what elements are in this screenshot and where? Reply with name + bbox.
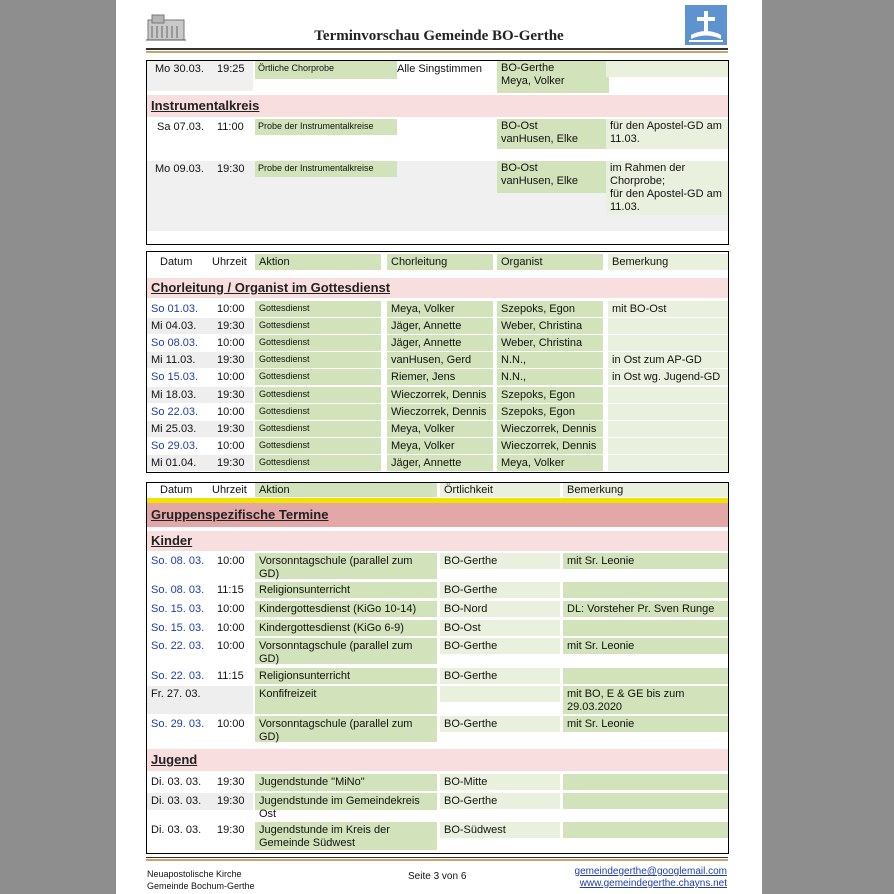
action-cell: Örtliche Chorprobe xyxy=(255,61,397,79)
date-cell: Mo 09.03. xyxy=(155,163,204,175)
choir-leader-cell: vanHusen, Gerd xyxy=(387,352,493,368)
column-header-bemerkung: Bemerkung xyxy=(563,483,728,497)
action-cell: Jugendstunde im Gemeindekreis Ost xyxy=(255,793,437,810)
column-header-datum: Datum xyxy=(160,256,193,268)
time-cell: 10:00 xyxy=(217,371,245,384)
header-rule xyxy=(146,48,728,50)
note-cell: mit Sr. Leonie xyxy=(563,638,728,654)
choir-leader-cell: Riemer, Jens xyxy=(387,369,493,385)
note-cell: in Ost zum AP-GD xyxy=(608,352,728,368)
date-cell: Mi 11.03. xyxy=(151,354,196,367)
date-cell: So. 08. 03. xyxy=(151,555,205,567)
action-cell: Vorsonntagschule (parallel zum GD) xyxy=(255,716,437,742)
place-cell: BO-Gerthe xyxy=(440,793,560,809)
document-title: Terminvorschau Gemeinde BO-Gerthe xyxy=(314,28,564,44)
time-cell: 10:00 xyxy=(217,555,245,567)
time-cell: 19:30 xyxy=(217,824,245,836)
note-cell: DL: Vorsteher Pr. Sven Runge xyxy=(563,601,728,617)
action-cell: Gottesdienst xyxy=(255,455,381,471)
choir-leader-cell: Jäger, Annette xyxy=(387,455,493,471)
page-number: Seite 3 von 6 xyxy=(408,871,467,882)
organist-cell: N.N., xyxy=(497,369,603,385)
section-heading-chorleitung-organist: Chorleitung / Organist im Gottesdienst xyxy=(147,278,728,298)
table-header-row xyxy=(147,252,728,272)
time-cell: 10:00 xyxy=(217,337,245,350)
table-row xyxy=(147,404,728,421)
date-cell: So 01.03. xyxy=(151,303,199,315)
action-cell: Gottesdienst xyxy=(255,421,381,437)
table-row xyxy=(147,553,728,579)
table-row xyxy=(147,601,728,617)
time-cell: 19:30 xyxy=(217,776,245,788)
table-row xyxy=(147,455,728,472)
note-cell xyxy=(563,620,728,636)
place-cell: BO-Südwest xyxy=(440,822,560,838)
time-cell: 10:00 xyxy=(217,405,245,418)
date-cell: So 29.03. xyxy=(151,439,199,452)
organist-cell: Weber, Christina xyxy=(497,318,603,334)
table-row xyxy=(147,318,728,335)
time-cell: 19:25 xyxy=(217,63,245,75)
action-cell: Gottesdienst xyxy=(255,318,381,334)
action-cell: Gottesdienst xyxy=(255,301,381,317)
action-cell: Jugendstunde "MiNo" xyxy=(255,774,437,791)
table-row xyxy=(147,716,728,742)
place-cell: BO-Mitte xyxy=(440,774,560,790)
footer-contact xyxy=(575,866,727,890)
time-cell: 10:00 xyxy=(217,640,245,652)
note-cell xyxy=(608,404,728,420)
note-cell: im Rahmen der Chorprobe; für den Apostel-GD am 11.03. xyxy=(606,161,729,215)
table-row xyxy=(147,161,728,231)
action-cell: Kindergottesdienst (KiGo 10-14) xyxy=(255,601,437,617)
date-cell: So. 22. 03. xyxy=(151,640,205,652)
note-cell xyxy=(608,438,728,454)
table-header-row xyxy=(147,483,728,497)
table-row xyxy=(147,369,728,386)
column-header-chorleitung: Chorleitung xyxy=(387,254,493,270)
date-cell: Di. 03. 03. xyxy=(151,795,202,807)
action-cell: Gottesdienst xyxy=(255,438,381,454)
document-page xyxy=(116,0,762,894)
table-row xyxy=(147,686,728,714)
choir-practice-table xyxy=(146,60,729,245)
action-cell: Probe der Instrumentalkreise xyxy=(255,161,397,177)
date-cell: So 22.03. xyxy=(151,405,199,418)
table-row xyxy=(147,438,728,455)
date-cell: Di. 03. 03. xyxy=(151,776,202,788)
footer-organization xyxy=(147,868,255,892)
action-cell: Gottesdienst xyxy=(255,404,381,420)
note-cell xyxy=(608,387,728,403)
organist-cell: Szepoks, Egon xyxy=(497,301,603,317)
choir-leader-cell: Jäger, Annette xyxy=(387,335,493,351)
column-header-uhrzeit: Uhrzeit xyxy=(212,256,247,268)
email-link[interactable]: gemeindegerthe@googlemail.com xyxy=(574,866,727,877)
organist-cell: Szepoks, Egon xyxy=(497,387,603,403)
note-cell: mit BO-Ost xyxy=(608,301,728,317)
note-cell xyxy=(608,421,728,437)
website-link[interactable]: www.gemeindegerthe.chayns.net xyxy=(579,878,727,889)
action-cell: Gottesdienst xyxy=(255,369,381,385)
date-cell: So 15.03. xyxy=(151,371,199,384)
note-cell: mit BO, E & GE bis zum 29.03.2020 xyxy=(563,686,728,714)
note-cell: mit Sr. Leonie xyxy=(563,716,728,732)
action-cell: Gottesdienst xyxy=(255,352,381,368)
place-cell: BO-Gerthe xyxy=(440,582,560,598)
table-row xyxy=(147,793,728,820)
note-cell xyxy=(608,335,728,351)
action-cell: Gottesdienst xyxy=(255,387,381,403)
place-cell: BO-Gerthe xyxy=(440,553,560,569)
date-cell: Mi 04.03. xyxy=(151,320,197,333)
organist-cell: N.N., xyxy=(497,352,603,368)
date-cell: Mo 30.03. xyxy=(155,63,204,75)
choir-leader-cell: Meya, Volker xyxy=(387,438,493,454)
note-cell xyxy=(606,61,728,77)
table-row xyxy=(147,774,728,791)
table-row xyxy=(147,822,728,850)
time-cell: 19:30 xyxy=(217,422,245,435)
date-cell: So. 15. 03. xyxy=(151,622,205,634)
table-row xyxy=(147,620,728,636)
time-cell: 19:30 xyxy=(217,320,245,333)
group-events-table xyxy=(146,482,729,854)
date-cell: Mi 18.03. xyxy=(151,388,197,401)
date-cell: So. 22. 03. xyxy=(151,670,205,682)
action-cell: Jugendstunde im Kreis der Gemeinde Südwest xyxy=(255,822,437,850)
place-cell: BO-Ost vanHusen, Elke xyxy=(497,161,609,193)
table-row xyxy=(147,421,728,438)
choir-leader-cell: Wieczorrek, Dennis xyxy=(387,404,493,420)
choir-leader-cell: Meya, Volker xyxy=(387,301,493,317)
choir-leader-cell: Meya, Volker xyxy=(387,421,493,437)
time-cell: 10:00 xyxy=(217,439,245,452)
action-cell: Vorsonntagschule (parallel zum GD) xyxy=(255,553,437,579)
time-cell: 19:30 xyxy=(217,456,245,469)
time-cell: 11:15 xyxy=(217,670,244,682)
nak-emblem-logo xyxy=(685,5,727,45)
time-cell: 10:00 xyxy=(217,603,245,615)
note-cell: in Ost wg. Jugend-GD xyxy=(608,369,728,385)
date-cell: Fr. 27. 03. xyxy=(151,688,201,700)
table-row xyxy=(147,335,728,352)
header-rule-accent xyxy=(146,51,728,53)
action-cell: Vorsonntagschule (parallel zum GD) xyxy=(255,638,437,664)
table-row xyxy=(147,121,728,157)
table-row xyxy=(147,352,728,369)
table-row xyxy=(147,387,728,404)
column-header-bemerkung: Bemerkung xyxy=(608,254,728,270)
date-cell: So. 08. 03. xyxy=(151,584,205,596)
action-cell: Gottesdienst xyxy=(255,335,381,351)
participants-cell: Alle Singstimmen xyxy=(397,63,482,75)
date-cell: Di. 03. 03. xyxy=(151,824,202,836)
action-cell: Religionsunterricht xyxy=(255,582,437,598)
organist-cell: Wieczorrek, Dennis xyxy=(497,421,603,437)
organist-cell: Weber, Christina xyxy=(497,335,603,351)
time-cell: 19:30 xyxy=(217,795,245,807)
footer-rule-accent xyxy=(146,859,728,861)
organist-cell: Meya, Volker xyxy=(497,455,603,471)
section-heading-gruppenspezifisch: Gruppenspezifische Termine xyxy=(147,503,728,527)
note-cell: mit Sr. Leonie xyxy=(563,553,728,569)
action-cell: Kindergottesdienst (KiGo 6-9) xyxy=(255,620,437,636)
time-cell: 11:00 xyxy=(217,121,244,133)
section-heading-instrumentalkreis: Instrumentalkreis xyxy=(147,95,728,117)
place-cell: BO-Gerthe xyxy=(440,716,560,732)
place-cell: BO-Ost vanHusen, Elke xyxy=(497,119,609,149)
time-cell: 19:30 xyxy=(217,354,245,367)
choir-leader-cell: Wieczorrek, Dennis xyxy=(387,387,493,403)
organist-cell: Wieczorrek, Dennis xyxy=(497,438,603,454)
note-cell: für den Apostel-GD am 11.03. xyxy=(606,119,729,149)
action-cell: Probe der Instrumentalkreise xyxy=(255,119,397,135)
footer-rule xyxy=(146,857,728,858)
date-cell: So. 15. 03. xyxy=(151,603,205,615)
action-cell: Religionsunterricht xyxy=(255,668,437,684)
organist-cell: Szepoks, Egon xyxy=(497,404,603,420)
time-cell: 10:00 xyxy=(217,303,245,315)
date-cell: Mi 25.03. xyxy=(151,422,197,435)
note-cell xyxy=(563,582,728,598)
table-row xyxy=(147,582,728,598)
action-cell: Konfifreizeit xyxy=(255,686,437,714)
subsection-heading-kinder: Kinder xyxy=(147,531,728,551)
place-cell: BO-Nord xyxy=(440,601,560,617)
cross-emblem-icon xyxy=(685,5,727,45)
place-cell: BO-Gerthe xyxy=(440,668,560,684)
column-header-aktion: Aktion xyxy=(255,254,381,270)
subsection-heading-jugend: Jugend xyxy=(147,749,728,771)
column-header-datum: Datum xyxy=(160,484,193,496)
time-cell: 19:30 xyxy=(217,163,245,175)
column-header-uhrzeit: Uhrzeit xyxy=(212,484,247,496)
date-cell: Mi 01.04. xyxy=(151,456,197,469)
choir-leader-cell: Jäger, Annette xyxy=(387,318,493,334)
footer-org-line2: Gemeinde Bochum-Gerthe xyxy=(147,881,255,891)
table-row xyxy=(147,61,728,91)
time-cell: 10:00 xyxy=(217,718,245,730)
date-cell: So 08.03. xyxy=(151,337,199,350)
time-cell: 19:30 xyxy=(217,388,245,401)
table-row xyxy=(147,668,728,684)
footer-org-line1: Neuapostolische Kirche xyxy=(147,869,242,879)
time-cell: 11:15 xyxy=(217,584,244,596)
note-cell xyxy=(563,822,728,838)
column-header-oertlichkeit: Örtlichkeit xyxy=(440,483,560,497)
table-row xyxy=(147,638,728,664)
table-row xyxy=(147,301,728,318)
note-cell xyxy=(563,793,728,809)
place-cell: BO-Ost xyxy=(440,620,560,636)
note-cell xyxy=(563,668,728,684)
note-cell xyxy=(608,455,728,471)
place-cell xyxy=(440,686,560,702)
column-header-organist: Organist xyxy=(497,254,603,270)
place-cell: BO-Gerthe xyxy=(440,638,560,654)
time-cell: 10:00 xyxy=(217,622,245,634)
date-cell: So. 29. 03. xyxy=(151,718,205,730)
place-cell: BO-Gerthe Meya, Volker xyxy=(497,61,609,93)
service-schedule-table xyxy=(146,251,729,473)
note-cell xyxy=(563,774,728,790)
column-header-aktion: Aktion xyxy=(255,483,437,497)
date-cell: Sa 07.03. xyxy=(157,121,205,133)
note-cell xyxy=(608,318,728,334)
